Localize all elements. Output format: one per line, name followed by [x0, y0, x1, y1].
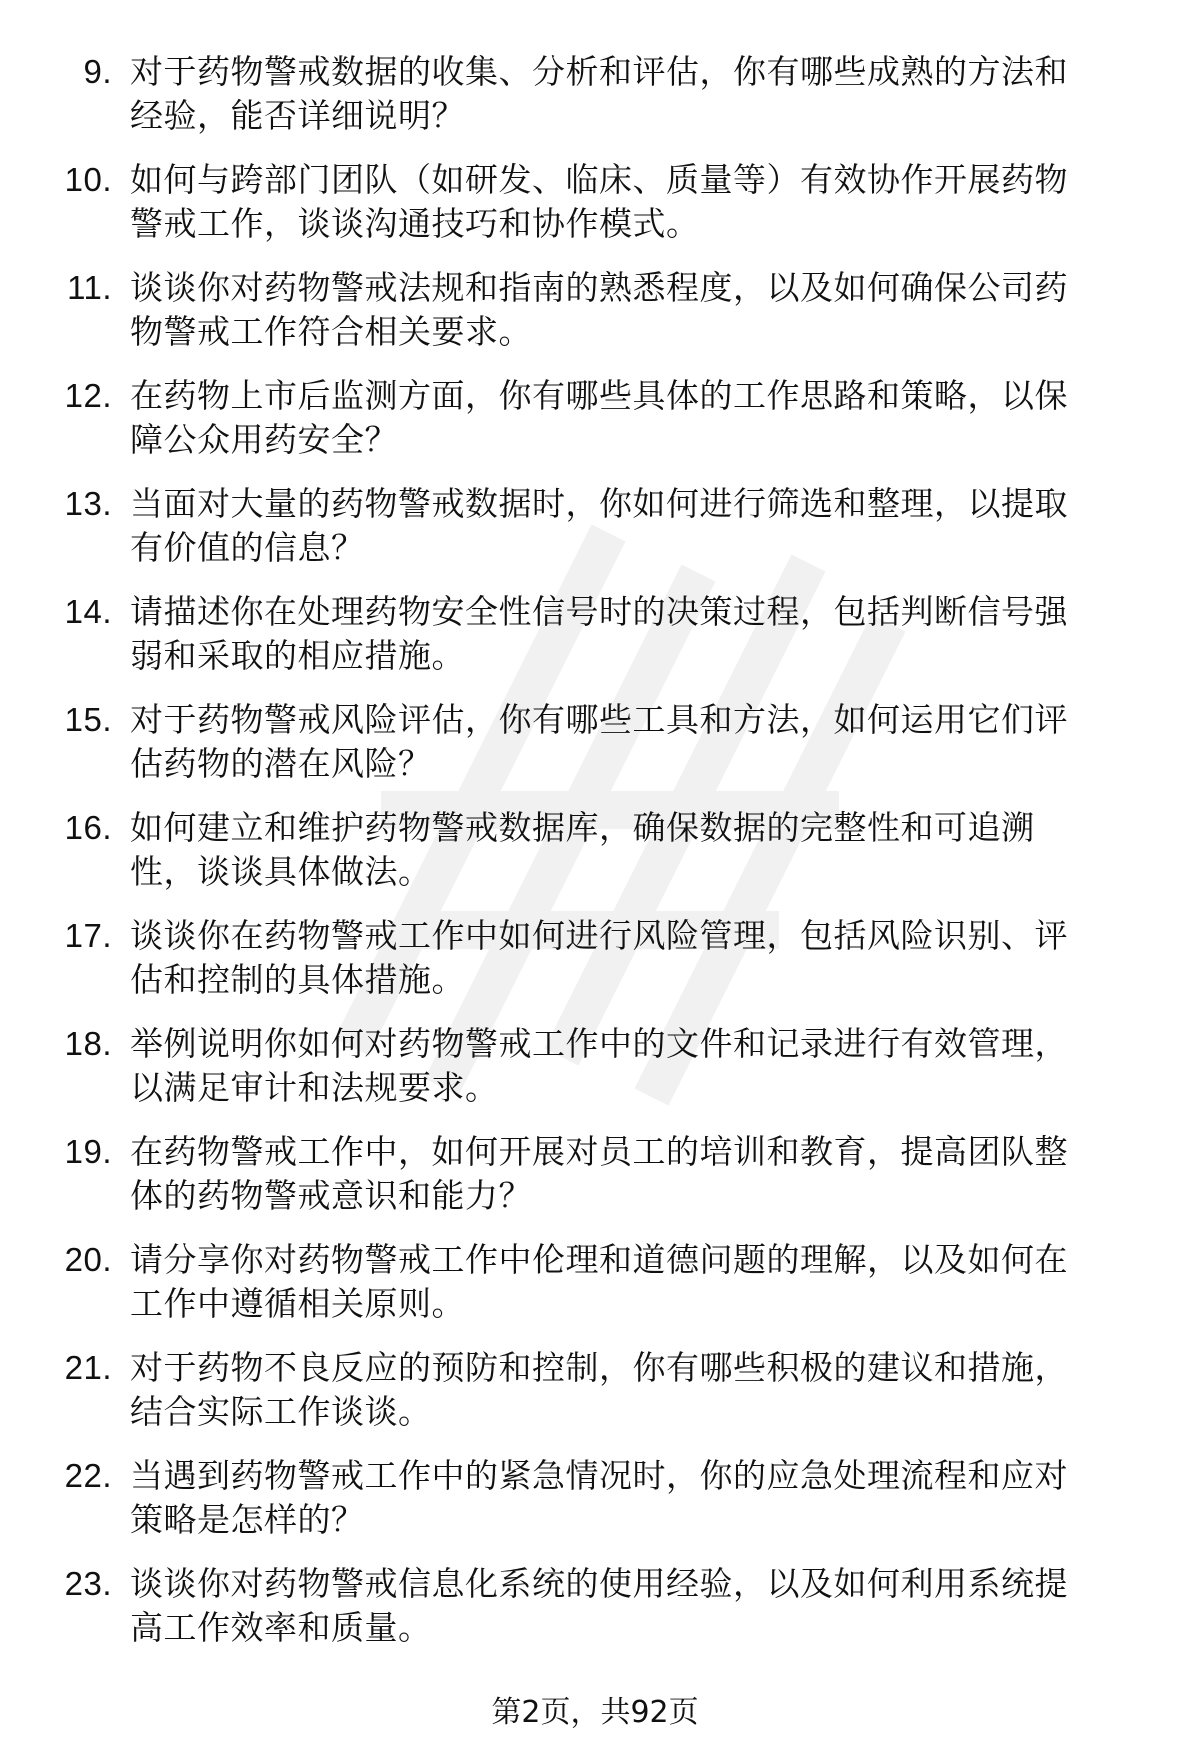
question-number: 16. — [64, 809, 112, 846]
list-item — [60, 1562, 1150, 1670]
question-number: 23. — [64, 1565, 112, 1602]
question-number: 11. — [67, 269, 112, 306]
list-item — [60, 266, 1150, 374]
question-text: 请分享你对药物警戒工作中伦理和道德问题的理解，以及如何在 工作中遵循相关原则。 — [130, 1240, 1068, 1323]
question-number: 12. — [64, 377, 112, 414]
question-number: 10. — [64, 161, 112, 198]
question-number: 14. — [64, 593, 112, 630]
question-number: 22. — [64, 1457, 112, 1494]
question-number: 18. — [64, 1025, 112, 1062]
page-number-footer: 第2页，共92页 — [491, 1695, 699, 1730]
list-item — [60, 482, 1150, 590]
question-number: 21. — [64, 1349, 112, 1386]
question-text: 对于药物警戒数据的收集、分析和评估，你有哪些成熟的方法和 经验，能否详细说明？ — [130, 52, 1068, 135]
question-text: 对于药物警戒风险评估，你有哪些工具和方法，如何运用它们评 估药物的潜在风险？ — [130, 700, 1068, 783]
list-item — [60, 1022, 1150, 1130]
question-text: 当遇到药物警戒工作中的紧急情况时，你的应急处理流程和应对 策略是怎样的？ — [130, 1456, 1068, 1539]
list-item — [60, 1238, 1150, 1346]
question-number: 13. — [64, 485, 112, 522]
list-item — [60, 698, 1150, 806]
list-item — [60, 1346, 1150, 1454]
question-text: 在药物上市后监测方面，你有哪些具体的工作思路和策略，以保 障公众用药安全？ — [130, 376, 1068, 459]
list-item — [60, 1454, 1150, 1562]
question-text: 对于药物不良反应的预防和控制，你有哪些积极的建议和措施， 结合实际工作谈谈。 — [130, 1348, 1068, 1431]
question-list — [60, 50, 1150, 1670]
question-text: 谈谈你对药物警戒信息化系统的使用经验，以及如何利用系统提 高工作效率和质量。 — [130, 1564, 1068, 1647]
question-text: 谈谈你对药物警戒法规和指南的熟悉程度，以及如何确保公司药 物警戒工作符合相关要求。 — [130, 268, 1068, 351]
list-item — [60, 1130, 1150, 1238]
question-text: 谈谈你在药物警戒工作中如何进行风险管理，包括风险识别、评 估和控制的具体措施。 — [130, 916, 1068, 999]
question-text: 在药物警戒工作中，如何开展对员工的培训和教育，提高团队整 体的药物警戒意识和能力？ — [130, 1132, 1068, 1215]
question-text: 当面对大量的药物警戒数据时，你如何进行筛选和整理，以提取 有价值的信息？ — [130, 484, 1068, 567]
question-text: 如何建立和维护药物警戒数据库，确保数据的完整性和可追溯 性，谈谈具体做法。 — [130, 808, 1035, 891]
list-item — [60, 158, 1150, 266]
question-number: 17. — [64, 917, 112, 954]
question-number: 15. — [64, 701, 112, 738]
list-item — [60, 590, 1150, 698]
question-number: 19. — [64, 1133, 112, 1170]
list-item — [60, 374, 1150, 482]
question-text: 如何与跨部门团队（如研发、临床、质量等）有效协作开展药物 警戒工作，谈谈沟通技巧和协作模式。 — [130, 160, 1068, 243]
question-text: 举例说明你如何对药物警戒工作中的文件和记录进行有效管理， 以满足审计和法规要求。 — [130, 1024, 1068, 1107]
list-item — [60, 914, 1150, 1022]
question-number: 9. — [83, 53, 112, 90]
list-item — [60, 50, 1150, 158]
list-item — [60, 806, 1150, 914]
question-text: 请描述你在处理药物安全性信号时的决策过程，包括判断信号强 弱和采取的相应措施。 — [130, 592, 1068, 675]
question-number: 20. — [64, 1241, 112, 1278]
